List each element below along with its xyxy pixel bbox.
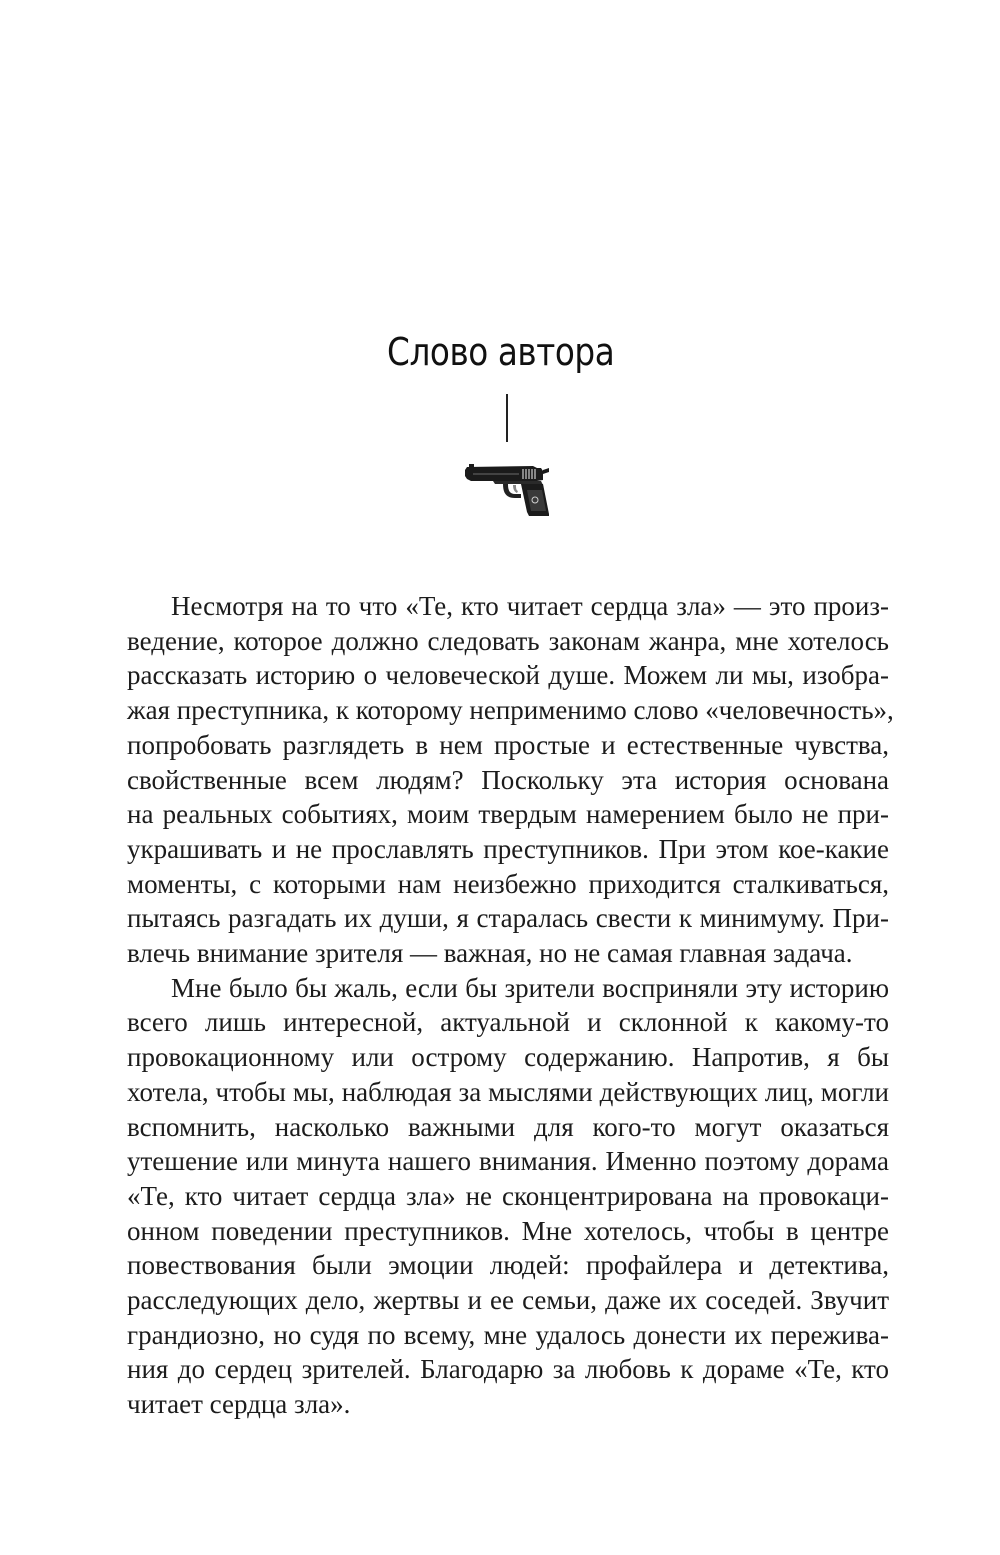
text-line: попробовать разглядеть в нем простые и естественные чувства, [127,729,889,760]
paragraph-2 [127,971,889,1422]
text-line: ведение, которое должно следовать законам жанра, мне хотелось [127,625,889,656]
text-line: провокационному или острому содержанию. Напротив, я бы [127,1042,889,1073]
text-line: ния до сердец зрителей. Благодарю за любовь к дораме «Те, кто [127,1354,889,1385]
pistol-icon [463,462,551,518]
text-line: украшивать и не прославлять преступников. При этом кое-какие [127,833,889,864]
text-line: влечь внимание зрителя — важная, но не самая главная задача. [127,938,853,969]
text-line: Мне было бы жаль, если бы зрители восприняли эту историю [171,972,889,1003]
text-line: онном поведении преступников. Мне хотелось, чтобы в центре [127,1215,889,1246]
vertical-divider [506,394,508,442]
text-line: пытаясь разгадать их души, я старалась свести к минимуму. При- [127,903,889,934]
text-line: всего лишь интересной, актуальной и склонной к какому-то [127,1007,889,1038]
text-line: моменты, с которыми нам неизбежно приходится сталкиваться, [127,868,889,899]
text-line: «Те, кто читает сердца зла» не сконцентрирована на провокаци- [127,1180,889,1211]
text-line: хотела, чтобы мы, наблюдая за мыслями действующих лиц, могли [127,1076,889,1107]
text-line: свойственные всем людям? Поскольку эта история основана [127,764,889,795]
text-line: рассказать историю о человеческой душе. Можем ли мы, изобра- [127,660,889,691]
text-line: утешение или минута нашего внимания. Именно поэтому дорама [127,1146,889,1177]
text-line: жая преступника, к которому неприменимо слово «человечность», [127,695,894,726]
text-line: на реальных событиях, моим твердым намерением было не при- [127,799,889,830]
author-note-text [127,589,894,1422]
text-line: Несмотря на то что «Те, кто читает сердца зла» — это произ- [171,591,889,621]
text-line: повествования были эмоции людей: профайлера и детектива, [127,1250,889,1281]
paragraph-1 [127,589,894,971]
page-title: Слово автора [387,330,615,374]
text-line: вспомнить, насколько важными для кого-то могут оказаться [127,1111,889,1142]
text-line: расследующих дело, жертвы и ее семьи, даже их соседей. Звучит [127,1285,889,1316]
text-line: грандиозно, но судя по всему, мне удалось донести их пережива- [127,1319,889,1350]
text-line: читает сердца зла». [127,1389,351,1420]
